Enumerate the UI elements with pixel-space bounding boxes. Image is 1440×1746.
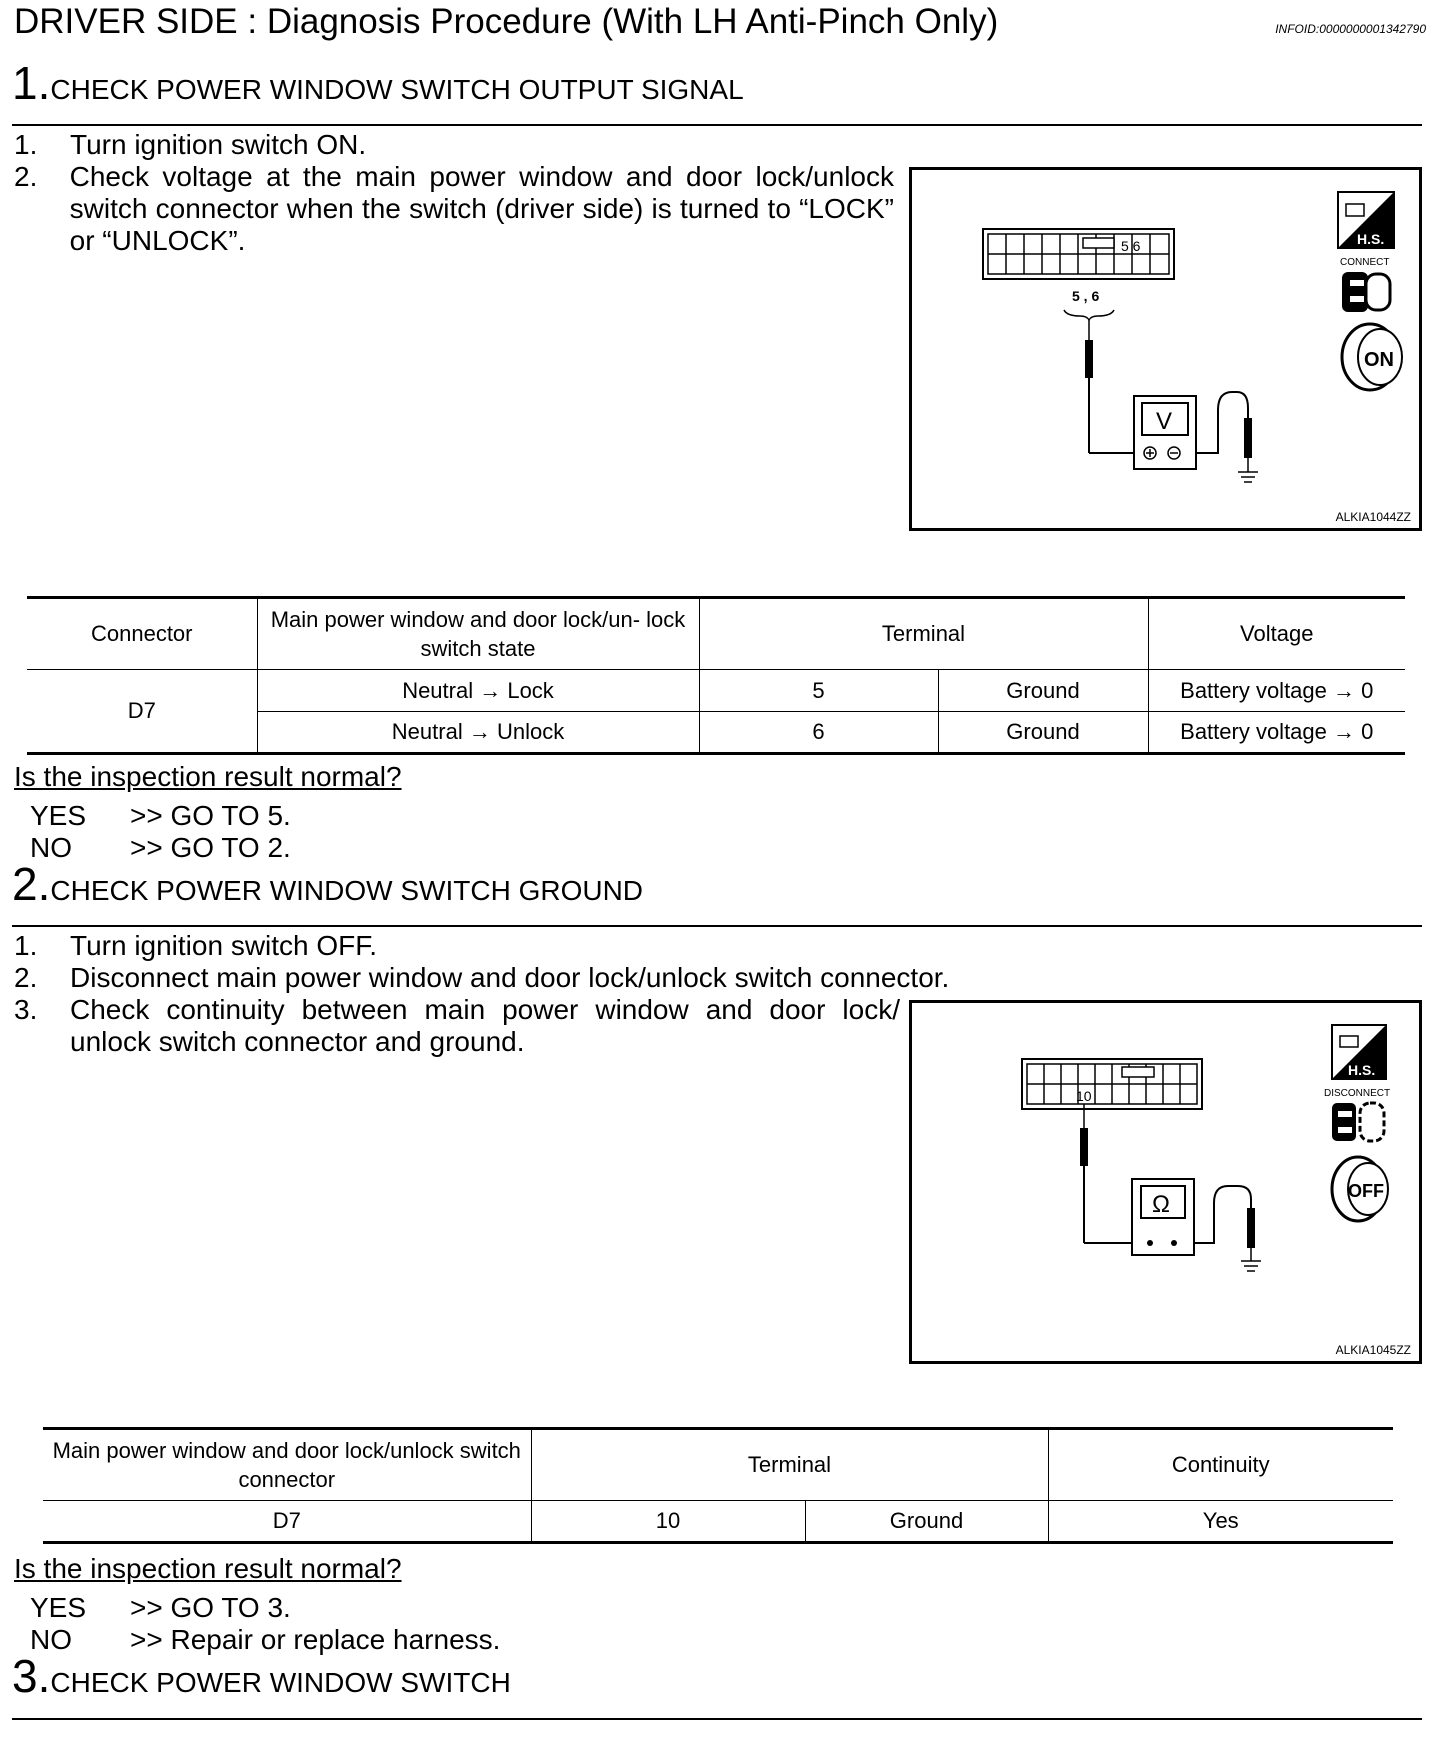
continuity-check-figure bbox=[909, 1000, 1422, 1364]
ignition-key-icon bbox=[1332, 1157, 1388, 1221]
table-header-row bbox=[27, 598, 1405, 670]
disconnect-label: DISCONNECT bbox=[1324, 1088, 1391, 1099]
hs-icon bbox=[1332, 1025, 1386, 1079]
step-1-question: Is the inspection result normal? bbox=[14, 761, 402, 792]
header-continuity: Continuity bbox=[1048, 1429, 1393, 1501]
header-voltage: Voltage bbox=[1148, 598, 1405, 670]
instruction-item: 2. Disconnect main power window and door lock/unlock switch connector. bbox=[14, 962, 950, 993]
step-3-title: CHECK POWER WINDOW SWITCH bbox=[50, 1667, 511, 1698]
table-row: D7 10 Ground Yes bbox=[43, 1501, 1393, 1543]
header-terminal: Terminal bbox=[699, 598, 1148, 670]
instruction-item: 2. Check voltage at the main power window and door lock/unlock switch connector when the switch (driver side) is turned to “LOCK” or “UNLOCK”. bbox=[14, 161, 894, 256]
step-2-title: CHECK POWER WINDOW SWITCH GROUND bbox=[50, 875, 644, 906]
step-3-heading bbox=[12, 1649, 511, 1703]
hs-icon bbox=[1338, 192, 1394, 248]
figure-code: ALKIA1045ZZ bbox=[1335, 1343, 1411, 1357]
connect-label: CONNECT bbox=[1340, 257, 1390, 268]
step-1-title: CHECK POWER WINDOW SWITCH OUTPUT SIGNAL bbox=[50, 74, 744, 105]
table-header-row bbox=[43, 1429, 1393, 1501]
step-2-yes: YES >> GO TO 3. bbox=[30, 1592, 291, 1623]
instruction-item: 1. Turn ignition switch ON. bbox=[14, 129, 367, 160]
step-2-number: 2. bbox=[12, 858, 51, 910]
table-row: Neutral → Unlock 6 Ground Battery voltage → 0 bbox=[27, 712, 1405, 754]
page-title: DRIVER SIDE : Diagnosis Procedure (With LH Anti-Pinch Only) bbox=[14, 2, 999, 41]
header-connector: Main power window and door lock/unlock switch connector bbox=[52, 1438, 521, 1492]
instruction-item: 3. Check continuity between main power window and door lock/ unlock switch connector and ground. bbox=[14, 994, 900, 1057]
step-3-number: 3. bbox=[12, 1650, 51, 1702]
voltage-spec-table bbox=[27, 596, 1405, 755]
svg-text:H.S.: H.S. bbox=[1357, 231, 1385, 247]
step-1-instructions bbox=[14, 129, 894, 257]
svg-text:H.S.: H.S. bbox=[1348, 1062, 1376, 1078]
figure-code: ALKIA1044ZZ bbox=[1335, 510, 1411, 524]
divider bbox=[12, 124, 1422, 126]
continuity-check-diagram bbox=[912, 1003, 1419, 1361]
voltage-check-diagram bbox=[912, 170, 1419, 528]
connector-pin-labels: 5 6 bbox=[1121, 238, 1141, 254]
ignition-key-icon bbox=[1342, 324, 1402, 390]
pin-label: 10 bbox=[1076, 1088, 1092, 1104]
header-terminal: Terminal bbox=[531, 1429, 1048, 1501]
divider bbox=[12, 925, 1422, 927]
step-1-yes: YES >> GO TO 5. bbox=[30, 800, 291, 831]
instruction-item: 1. Turn ignition switch OFF. bbox=[14, 930, 378, 961]
divider bbox=[12, 1718, 1422, 1720]
header-connector: Connector bbox=[90, 621, 193, 646]
step-1-heading bbox=[12, 56, 744, 110]
connector-plug-icon bbox=[1332, 1103, 1384, 1141]
probe-label: 5 , 6 bbox=[1072, 288, 1100, 304]
continuity-spec-table bbox=[43, 1427, 1393, 1544]
step-2-question: Is the inspection result normal? bbox=[14, 1553, 402, 1584]
step-2-instructions bbox=[14, 930, 1014, 1058]
header-switch-state: Main power window and door lock/un- lock switch state bbox=[257, 598, 699, 670]
connector-cell: D7 bbox=[127, 698, 156, 723]
key-off-label: OFF bbox=[1348, 1181, 1384, 1201]
connector-plug-icon bbox=[1342, 272, 1390, 312]
voltage-check-figure bbox=[909, 167, 1422, 531]
step-1-no: NO >> GO TO 2. bbox=[30, 832, 291, 863]
step-2-heading bbox=[12, 857, 643, 911]
key-on-label: ON bbox=[1364, 349, 1394, 371]
meter-symbol: Ω bbox=[1152, 1191, 1170, 1218]
meter-symbol: V bbox=[1156, 408, 1173, 435]
info-id: INFOID:0000000001342790 bbox=[1275, 22, 1426, 36]
table-row: D7 Neutral → Lock 5 Ground Battery voltage → 0 bbox=[27, 670, 1405, 712]
step-1-number: 1. bbox=[12, 57, 51, 109]
step-2-no: NO >> Repair or replace harness. bbox=[30, 1624, 501, 1655]
